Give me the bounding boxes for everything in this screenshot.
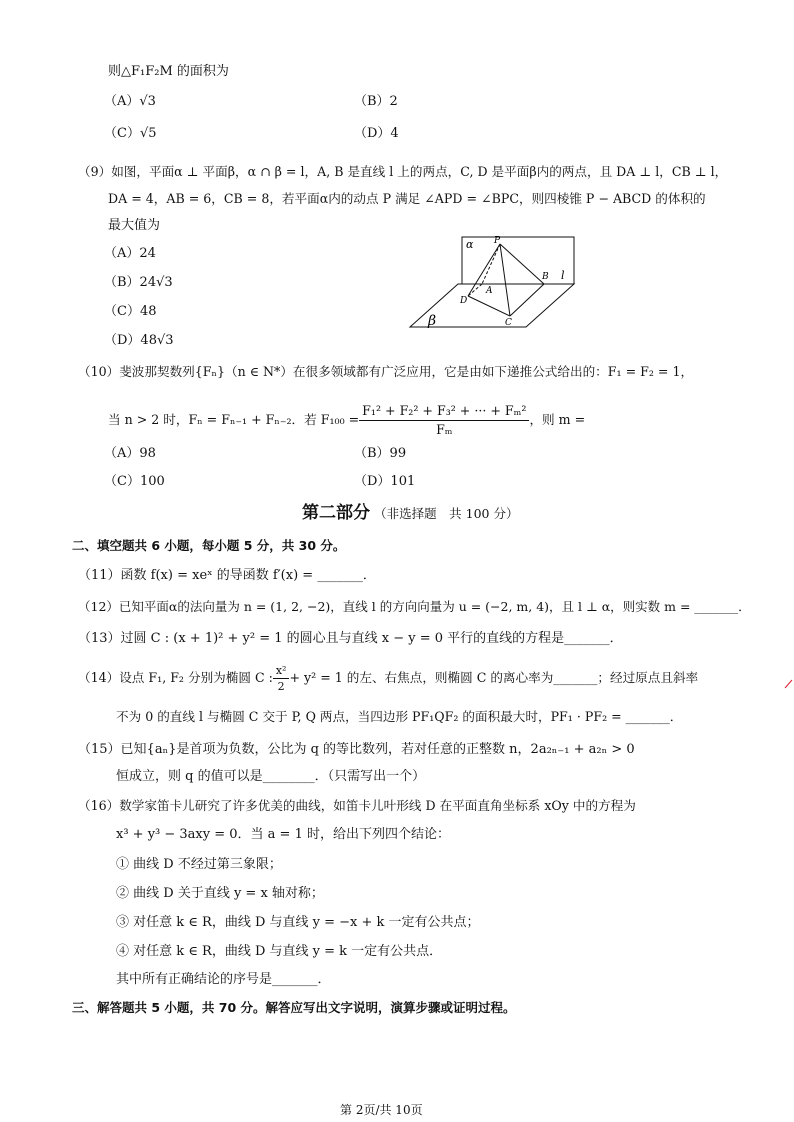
q16-statement-3: ③ 对任意 k ∈ R，曲线 D 与直线 y = −x + k 一定有公共点； [116,915,480,930]
q9-stem-line2: DA = 4，AB = 6，CB = 8，若平面α内的动点 P 满足 ∠APD = ∠BPC，则四棱锥 P − ABCD 的体积的 [108,191,706,206]
q10-option-d: （D）101 [354,474,416,489]
q16-stem-line1: （16）数学家笛卡儿研究了许多优美的曲线，如笛卡儿叶形线 D 在平面直角坐标系 xOy 中的方程为 [78,798,636,813]
section-two-heading: 二、填空题共 6 小题，每小题 5 分，共 30 分。 [72,538,346,553]
q14-stem-line2: 不为 0 的直线 l 与椭圆 C 交于 P, Q 两点，当四边形 PF₁QF₂ 的面积最大时，PF₁ · PF₂ = _______． [116,709,683,724]
q15-stem-line1: （15）已知{aₙ}是首项为负数，公比为 q 的等比数列，若对任意的正整数 n，2a₂ₙ₋₁ + a₂ₙ > 0 [78,742,635,757]
q12-stem: （12）已知平面α的法向量为 n = (1, 2, −2)，直线 l 的方向向量为 u = (−2, m, 4)，且 l ⊥ α，则实数 m = _______． [78,599,751,614]
q8-stem-tail: 则△F₁F₂M 的面积为 [108,64,229,79]
label-p: P [494,236,501,246]
pyramid-figure [406,232,582,332]
page-footer: 第 2页/共 10页 [340,1103,423,1117]
label-b: B [542,272,549,282]
q15-stem-line2: 恒成立，则 q 的值可以是________．（只需写出一个） [116,769,426,784]
q14-fraction-denominator: 2 [277,679,285,693]
label-d: D [460,296,468,306]
q10-stem-line1: （10）斐波那契数列{Fₙ}（n ∈ N*）在很多领域都有广泛应用，它是由如下递推公式给出的：F₁ = F₂ = 1， [78,364,694,379]
section-three-heading: 三、解答题共 5 小题，共 70 分。解答应写出文字说明，演算步骤或证明过程。 [72,1000,516,1015]
q16-answer-prompt: 其中所有正确结论的序号是_______． [116,972,331,987]
q9-stem-line3: 最大值为 [108,218,161,233]
label-alpha: α [466,238,474,251]
q10-option-c: （C）100 [104,474,165,489]
q14-stem-line1 [78,658,698,698]
q16-statement-1: ① 曲线 D 不经过第三象限； [116,857,282,872]
label-l: l [561,269,565,282]
q9-option-c: （C）48 [104,304,157,319]
label-beta: β [428,313,437,329]
q9-stem-line1: （9）如图，平面α ⊥ 平面β，α ∩ β = l，A, B 是直线 l 上的两点，C, D 是平面β内的两点，且 DA ⊥ l，CB ⊥ l， [78,164,728,179]
q10-recurrence: 当 n > 2 时，Fₙ = Fₙ₋₁ + Fₙ₋₂．若 F₁₀₀ = [108,412,360,427]
q10-fraction [359,402,529,439]
q10-option-a: （A）98 [104,446,156,461]
q16-statement-4: ④ 对任意 k ∈ R，曲线 D 与直线 y = k 一定有公共点． [116,944,443,959]
label-a: A [486,286,493,296]
q9-option-d: （D）48√3 [104,333,174,348]
q10-fraction-numerator: F₁² + F₂² + F₃² + ··· + Fₘ² [359,402,529,421]
q14-ellipse-intro: （14）设点 F₁, F₂ 分别为椭圆 C : [78,670,273,685]
q10-fraction-denominator: Fₘ [436,421,453,437]
q13-stem: （13）过圆 C : (x + 1)² + y² = 1 的圆心且与直线 x − y = 0 平行的直线的方程是_______． [78,631,623,646]
q11-stem: （11）函数 f(x) = xeˣ 的导函数 f′(x) = _______． [78,568,376,583]
q10-stem-line2 [108,398,585,442]
q9-option-a: （A）24 [104,246,156,261]
q16-stem-line2: x³ + y³ − 3axy = 0．当 a = 1 时，给出下列四个结论： [116,827,450,842]
q10-option-b: （B）99 [354,446,407,461]
q14-ellipse-rest: + y² = 1 的左、右焦点，则椭圆 C 的离心率为_______；经过原点且斜率 [289,670,699,685]
q8-option-d: （D）4 [354,126,399,141]
part-two-heading [302,500,518,528]
q10-ask: ，则 m = [529,412,586,427]
q8-option-b: （B）2 [354,94,398,109]
part-two-note: （非选择题 共 100 分） [374,506,519,521]
label-c: C [505,318,512,328]
q9-option-b: （B）24√3 [104,275,173,290]
part-two-title: 第二部分 [302,503,370,523]
q16-statement-2: ② 曲线 D 关于直线 y = x 轴对称； [116,886,324,901]
q8-option-c: （C）√5 [104,126,157,141]
margin-mark-icon [784,676,794,690]
q8-option-a: （A）√3 [104,94,156,109]
q14-fraction-numerator: x² [273,663,290,679]
q14-fraction [273,663,290,694]
